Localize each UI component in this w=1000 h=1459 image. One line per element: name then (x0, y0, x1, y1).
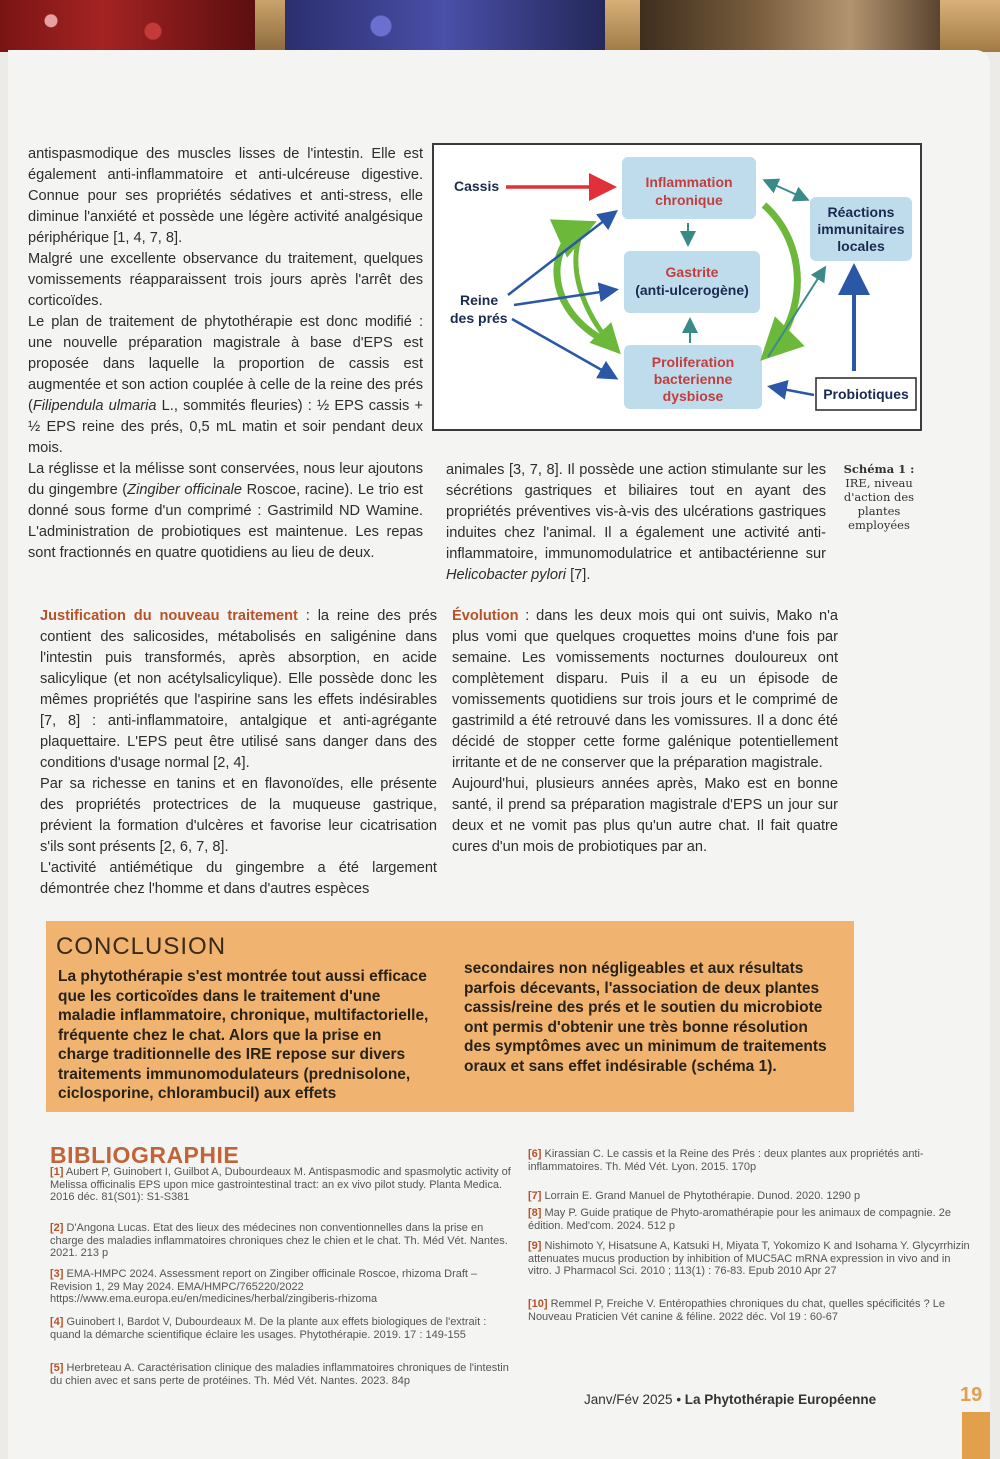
evolution-heading: Évolution (452, 608, 519, 624)
flowers-photo (285, 0, 605, 52)
issue-date: Janv/Fév 2025 (584, 1392, 673, 1407)
reference-item: [2] D'Angona Lucas. Etat des lieux des médecines non conventionnelles dans la prise en charge des maladies inflammatoires chroniques chez le chien et le chat. Th. Méd Vét. Nantes. 2021. 213 p (50, 1222, 508, 1260)
probiotiques-label: Probiotiques (823, 386, 909, 402)
inflammation-label: chronique (655, 192, 723, 208)
proliferation-label: Proliferation (651, 354, 735, 370)
wood-divider (605, 0, 640, 52)
schema-1-diagram (432, 143, 922, 431)
page-footer: Janv/Fév 2025 • La Phytothérapie Européenne (584, 1392, 877, 1407)
conclusion-title: CONCLUSION (56, 933, 227, 960)
reference-item: [10] Remmel P, Freiche V. Entéropathies chroniques du chat, quelles spécificités ? Le Nouveau Praticien Vét canine & féline. 2022 déc. Vol 19 : 60-67 (528, 1298, 946, 1323)
evolution-paragraph: Aujourd'hui, plusieurs années après, Mako est en bonne santé, il prend sa préparation magistrale d'EPS un jour sur deux et ne vomit pas plus qu'un autre chat. Il fait quatre cures d'un mois de probiotiques par an. (452, 776, 838, 855)
page-corner-tab (962, 1412, 990, 1459)
justification-paragraph: L'activité antiémétique du gingembre a été largement démontrée chez l'homme et dans d'autres espèces (40, 860, 437, 897)
reine-label: des prés (450, 310, 508, 326)
inflammation-label: Inflammation (645, 174, 733, 190)
col1-paragraph: Le plan de traitement de phytothérapie est donc modifié : une nouvelle préparation magistrale à base d'EPS est proposée dans laquelle la proportion de cassis est augmentée et son action couplée à celle de la reine des prés (Filipendula ulmaria L., sommités fleuries) : ½ EPS cassis + ½ EPS reine des prés, 0,5 mL matin et soir pendant deux mois. (28, 314, 423, 456)
wood-divider (255, 0, 285, 52)
reference-item: [9] Nishimoto Y, Hisatsune A, Katsuki H, Miyata T, Yokomizo K and Isohama Y. Glycyrrhizin attenuates mucus production by inhibition of MUC5AC mRNA expression in vivo and in vitro. J Pharmacol Sci. 2010 ; 113(1) : 76-83. Epub 2010 Apr 27 (528, 1240, 970, 1278)
col1-text (28, 144, 423, 564)
bibliography-title: BIBLIOGRAPHIE (50, 1142, 240, 1168)
reference-item: [8] May P. Guide pratique de Phyto-aromathérapie pour les animaux de compagnie. 2e édition. Med'com. 2024. 512 p (528, 1207, 951, 1232)
roots-photo (640, 0, 940, 52)
reference-item: [5] Herbreteau A. Caractérisation clinique des maladies inflammatoires chroniques de l'intestin du chien avec et sans perte de protéines. Th. Méd Vét. Nantes. 2023. 84p (50, 1362, 509, 1387)
reactions-label: locales (837, 238, 885, 254)
justification-heading: Justification du nouveau traitement (40, 608, 298, 624)
probiotiques-to-proliferation-arrow (772, 387, 814, 395)
diagram-svg (434, 145, 920, 429)
gastrite-label: (anti-ulcerogène) (635, 282, 749, 298)
caption-text: IRE, niveau d'action des plantes employées (843, 476, 915, 532)
reference-item: [3] EMA-HMPC 2024. Assessment report on Zingiber officinale Roscoe, rhizoma Draft – Revision 1, 29 May 2024. EMA/HMPC/765220/2022 https://www.ema.europa.eu/en/medicines/herbal/zingiberis-rhizoma (50, 1268, 478, 1306)
gastrite-label: Gastrite (665, 264, 719, 280)
proliferation-label: bacterienne (653, 371, 733, 387)
green-arrow-left (557, 227, 614, 345)
reference-item: [1] Aubert P, Guinobert I, Guilbot A, Dubourdeaux M. Antispasmodic and spasmolytic activity of Melissa officinalis EPS upon mice gastrointestinal tract: an ex vivo pilot study. Planta Medica. 2016 déc. 81(S01): S1-S381 (50, 1166, 511, 1204)
schema-caption (842, 462, 916, 532)
journal-name: La Phytothérapie Européenne (684, 1392, 877, 1407)
berries-photo (0, 0, 255, 52)
reference-item: [4] Guinobert I, Bardot V, Dubourdeaux M. De la plante aux effets biologiques de l'extrait : quand la démarche scientifique éclaire les usages. Phytothérapie. 2019. 17 : 149-155 (50, 1316, 487, 1341)
justification-text (40, 606, 437, 900)
justification-paragraph: Justification du nouveau traitement : la reine des prés contient des salicosides, métabolisés en saligénine dans l'intestin puis transformés, après absorption, en acide salicylique (et non acétylsalicylique). Elle possède donc les mêmes propriétés que l'aspirine sans les effets indésirables [7, 8] : anti-inflammatoire, antalgique et anti-agrégante plaquettaire. L'EPS peut être utilisé sans danger dans des conditions d'usage normal [2, 4]. (40, 608, 437, 771)
inflammation-reactions-arrow (766, 181, 806, 199)
evolution-text (452, 606, 838, 858)
justification-paragraph: Par sa richesse en tanins et en flavonoïdes, elle présente des propriétés protectrices de la muqueuse gastrique, prévient la formation d'ulcères et favorise leur cicatrisation s'ils sont présents [2, 6, 7, 8]. (40, 776, 437, 855)
green-arrow-right (764, 205, 797, 351)
proliferation-label: dysbiose (662, 388, 724, 404)
evolution-paragraph: Évolution : dans les deux mois qui ont suivis, Mako n'a plus vomi que quelques croquettes moins d'une fois par semaine. Les vomissements nocturnes douloureux ont complètement disparu. Puis il a eu un épisode de vomissements quotidiens sur trois jours et le comprimé de gastrimild a été retrouvé dans les vomissures. Il a donc été décidé de stopper cette forme galénique potentiellement irritante et de ne conserver que la préparation magistrale. (452, 608, 838, 771)
conclusion-right: secondaires non négligeables et aux résultats parfois décevants, l'association de deux plantes cassis/reine des prés et le soutien du microbiote ont permis d'obtenir une très bonne résolution des symptômes avec un minimum de traitements oraux et sans effet indésirable (schéma 1). (464, 960, 827, 1075)
conclusion-box (46, 921, 854, 1112)
reine-label: Reine (460, 292, 499, 308)
reference-item: [7] Lorrain E. Grand Manuel de Phytothérapie. Dunod. 2020. 1290 p (528, 1190, 861, 1202)
col1-paragraph: La réglisse et la mélisse sont conservées, nous leur ajoutons du gingembre (Zingiber officinale Roscoe, racine). Le trio est donné sous forme d'un comprimé : Gastrimild ND Wamine. L'administration de probiotiques est maintenue. Les repas sont fractionnés en quatre quotidiens au lieu de deux. (28, 461, 423, 561)
reference-item: [6] Kirassian C. Le cassis et la Reine des Prés : deux plantes aux propriétés anti-inflammatoires. Th. Méd Vét. Lyon. 2015. 170p (528, 1148, 924, 1173)
col2-paragraph: animales [3, 7, 8]. Il possède une action stimulante sur les sécrétions gastriques et biliaires tout en ayant des propriétés préventives vis-à-vis des ulcérations gastriques induites chez l'animal. Il a également une activité anti-inflammatoire, immunomodulatrice et antibactérienne sur Helicobacter pylori [7]. (446, 462, 826, 583)
caption-label: Schéma 1 : (843, 462, 915, 476)
reactions-label: immunitaires (817, 221, 905, 237)
conclusion-left: La phytothérapie s'est montrée tout aussi efficace que les corticoïdes dans le traitement d'une maladie inflammatoire, chronique, multifactorielle, fréquente chez le chat. Alors que la prise en charge traditionnelle des IRE repose sur divers traitements immunomodulateurs (prednisolone, ciclosporine, chlorambucil) aux effets (58, 968, 429, 1102)
col2-top-text (446, 460, 826, 586)
wood-divider (940, 0, 1000, 52)
page-number: 19 (960, 1384, 983, 1406)
header-photo-strip (0, 0, 1000, 52)
cassis-label: Cassis (454, 178, 500, 194)
col1-paragraph: antispasmodique des muscles lisses de l'intestin. Elle est également anti-inflammatoire et anti-ulcéreuse digestive. Connue pour ses propriétés sédatives et anti-stress, elle diminue l'anxiété et possède une légère activité analgésique périphérique [1, 4, 7, 8]. (28, 146, 423, 246)
reactions-label: Réactions (827, 204, 895, 220)
col1-paragraph: Malgré une excellente observance du traitement, quelques vomissements réapparaissent trois jours après l'arrêt des corticoïdes. (28, 251, 423, 309)
